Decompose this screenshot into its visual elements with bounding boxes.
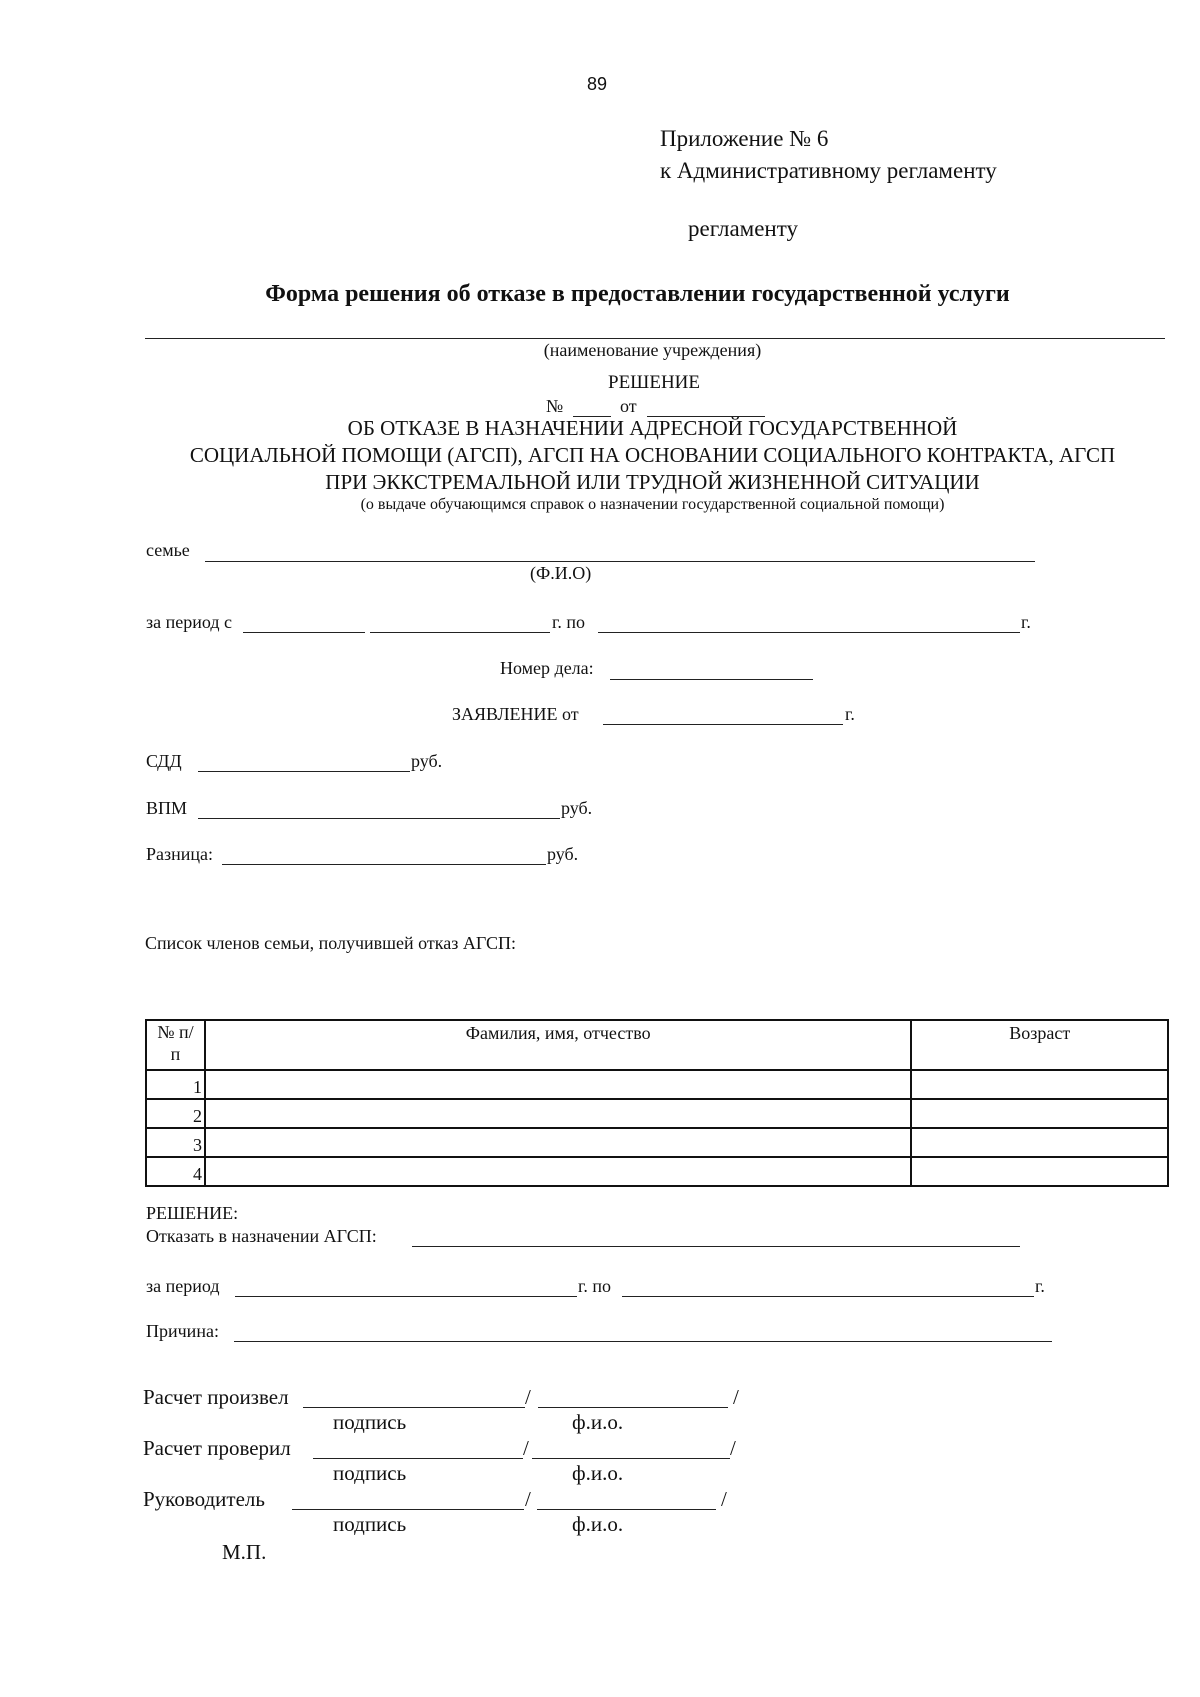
decision-heading: РЕШЕНИЕ	[608, 372, 700, 393]
difference-line[interactable]	[222, 864, 546, 865]
head-label: Руководитель	[143, 1487, 265, 1511]
institution-caption: (наименование учреждения)	[543, 340, 762, 360]
resolution-year-label: г.	[1035, 1276, 1045, 1296]
calculated-by-slash-1: /	[525, 1385, 531, 1409]
head-signature-line[interactable]	[292, 1509, 524, 1510]
stamp-label: М.П.	[222, 1540, 267, 1564]
period-from-line-1[interactable]	[243, 632, 365, 633]
resolution-period-from-line[interactable]	[235, 1296, 577, 1297]
reason-line[interactable]	[234, 1341, 1052, 1342]
row-fio-cell[interactable]	[205, 1070, 912, 1099]
family-line[interactable]	[205, 561, 1035, 562]
appendix-line-3: регламенту	[688, 216, 798, 241]
vpm-label: ВПМ	[146, 798, 188, 818]
row-number: 1	[146, 1070, 205, 1099]
checked-by-signature-caption: подпись	[333, 1461, 407, 1485]
application-date-line[interactable]	[603, 724, 843, 725]
row-fio-cell[interactable]	[205, 1157, 912, 1186]
difference-label: Разница:	[146, 844, 213, 864]
header-age: Возраст	[911, 1020, 1168, 1070]
table-row	[146, 1099, 1168, 1128]
fio-caption: (Ф.И.О)	[530, 563, 592, 583]
refuse-label: Отказать в назначении АГСП:	[146, 1226, 377, 1246]
application-label: ЗАЯВЛЕНИЕ от	[452, 704, 579, 724]
resolution-heading: РЕШЕНИЕ:	[146, 1203, 239, 1223]
appendix-line-2: к Административному регламенту	[660, 158, 997, 183]
calculated-by-label: Расчет произвел	[143, 1385, 289, 1409]
reason-label: Причина:	[146, 1321, 219, 1341]
checked-by-signature-line[interactable]	[313, 1458, 523, 1459]
row-number: 2	[146, 1099, 205, 1128]
row-age-cell[interactable]	[911, 1128, 1168, 1157]
row-age-cell[interactable]	[911, 1099, 1168, 1128]
row-age-cell[interactable]	[911, 1070, 1168, 1099]
decision-title-line-2: СОЦИАЛЬНОЙ ПОМОЩИ (АГСП), АГСП НА ОСНОВАНИИ СОЦИАЛЬНОГО КОНТРАКТА, АГСП	[189, 443, 1116, 467]
row-number: 3	[146, 1128, 205, 1157]
row-fio-cell[interactable]	[205, 1099, 912, 1128]
case-number-line[interactable]	[610, 679, 813, 680]
decision-title-line-3: ПРИ ЭККСТРЕМАЛЬНОЙ ИЛИ ТРУДНОЙ ЖИЗНЕННОЙ СИТУАЦИИ	[325, 470, 980, 494]
checked-by-slash-2: /	[730, 1436, 736, 1460]
decision-subtitle: (о выдаче обучающимся справок о назначении государственной социальной помощи)	[360, 496, 945, 513]
sdd-label: СДД	[146, 751, 182, 771]
checked-by-fio-line[interactable]	[532, 1458, 730, 1459]
row-number: 4	[146, 1157, 205, 1186]
application-year-label: г.	[845, 704, 855, 724]
checked-by-slash-1: /	[523, 1436, 529, 1460]
head-fio-line[interactable]	[537, 1509, 716, 1510]
checked-by-fio-caption: ф.и.о.	[572, 1461, 624, 1485]
page-number: 89	[587, 74, 608, 94]
form-title: Форма решения об отказе в предоставлении государственной услуги	[265, 281, 1010, 307]
period-to-line[interactable]	[598, 632, 1020, 633]
calculated-by-slash-2: /	[733, 1385, 739, 1409]
calculated-by-signature-caption: подпись	[333, 1410, 407, 1434]
institution-line	[145, 338, 1165, 339]
header-number: № п/п	[146, 1020, 205, 1070]
family-label: семье	[146, 540, 190, 560]
head-signature-caption: подпись	[333, 1512, 407, 1536]
calculated-by-fio-line[interactable]	[538, 1407, 728, 1408]
members-table	[145, 1019, 1169, 1187]
sdd-rub-label: руб.	[411, 751, 443, 771]
difference-rub-label: руб.	[547, 844, 579, 864]
case-number-label: Номер дела:	[500, 658, 594, 678]
checked-by-label: Расчет проверил	[143, 1436, 291, 1460]
row-age-cell[interactable]	[911, 1157, 1168, 1186]
resolution-period-to-label: г. по	[578, 1276, 611, 1296]
period-from-line-2[interactable]	[370, 632, 550, 633]
period-to-label: г. по	[552, 612, 585, 632]
head-slash-1: /	[525, 1487, 531, 1511]
table-row	[146, 1157, 1168, 1186]
head-slash-2: /	[721, 1487, 727, 1511]
members-list-label: Список членов семьи, получившей отказ АГСП:	[145, 933, 517, 953]
resolution-period-label: за период	[146, 1276, 220, 1296]
header-fio: Фамилия, имя, отчество	[205, 1020, 912, 1070]
head-fio-caption: ф.и.о.	[572, 1512, 624, 1536]
row-fio-cell[interactable]	[205, 1128, 912, 1157]
calculated-by-signature-line[interactable]	[303, 1407, 525, 1408]
decision-number-label: №	[546, 396, 564, 416]
vpm-rub-label: руб.	[561, 798, 593, 818]
vpm-line[interactable]	[198, 818, 560, 819]
period-year-label: г.	[1021, 612, 1031, 632]
table-row	[146, 1070, 1168, 1099]
calculated-by-fio-caption: ф.и.о.	[572, 1410, 624, 1434]
decision-title-line-1: ОБ ОТКАЗЕ В НАЗНАЧЕНИИ АДРЕСНОЙ ГОСУДАРСТВЕННОЙ	[347, 416, 958, 440]
table-row	[146, 1128, 1168, 1157]
period-from-label: за период с	[146, 612, 232, 632]
decision-date-label: от	[620, 396, 637, 416]
table-header-row	[146, 1020, 1168, 1070]
resolution-period-to-line[interactable]	[622, 1296, 1034, 1297]
appendix-line-1: Приложение № 6	[660, 126, 829, 151]
sdd-line[interactable]	[198, 771, 410, 772]
refuse-line[interactable]	[412, 1246, 1020, 1247]
